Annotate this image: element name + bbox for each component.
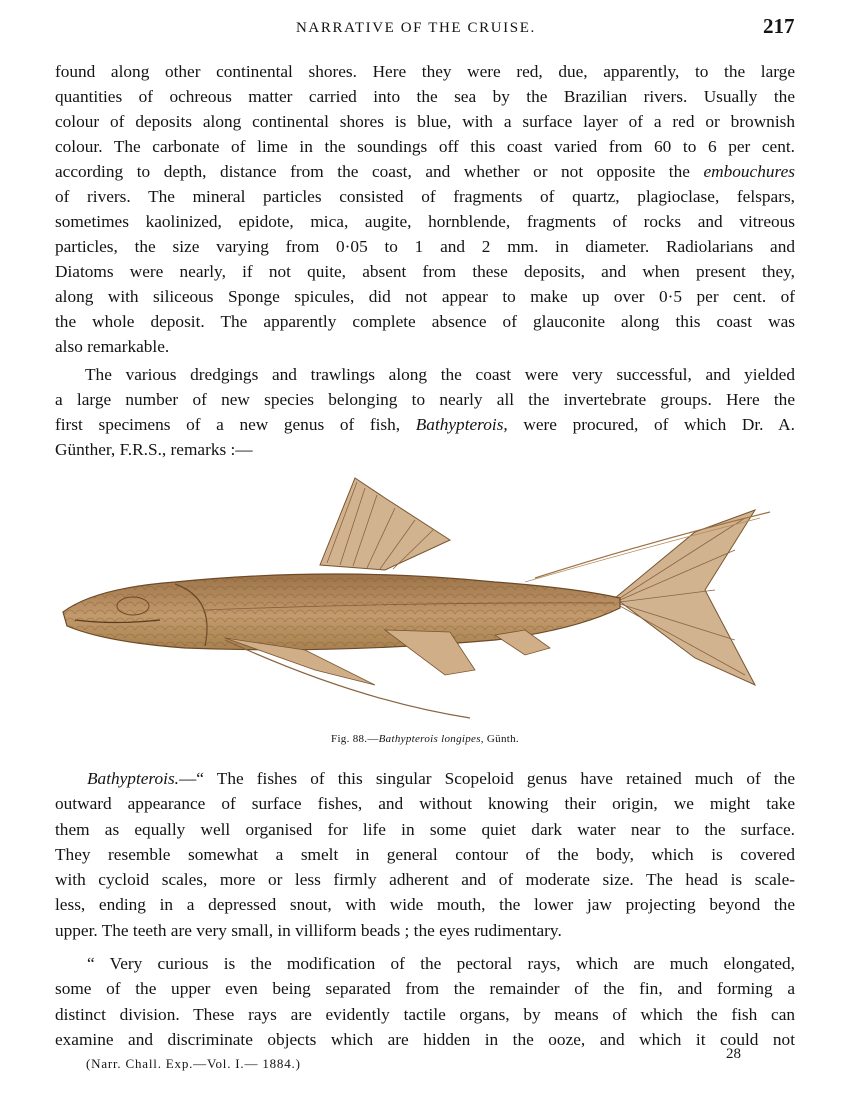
caption-prefix: Fig. 88.— <box>331 733 379 745</box>
text-line <box>55 766 795 791</box>
text-line: quantities of ochreous matter carried into the sea by the Brazilian rivers. Usually the <box>55 87 795 106</box>
caption-species: Bathypterois longipes, <box>378 733 484 745</box>
running-head <box>0 14 850 44</box>
text-line: colour. The carbonate of lime in the soundings off this coast varied from 60 to 6 per cent. <box>55 137 795 156</box>
text-line: them as equally well organised for life in some quiet dark water near to the surface. <box>55 819 795 839</box>
quote-paragraph-genus <box>55 766 795 943</box>
page-number: 217 <box>763 14 795 38</box>
text-line: the whole deposit. The apparently complete absence of glauconite along this coast was <box>55 312 795 331</box>
text-line: some of the upper even being separated from the remainder of the fin, and forming a <box>55 979 795 999</box>
text-line: a large number of new species belonging to nearly all the invertebrate groups. Here the <box>55 390 795 409</box>
figure-caption <box>0 733 850 745</box>
text-line: Günther, F.R.S., remarks :— <box>55 440 253 459</box>
text-fragment: —“ The fishes of this singular Scopeloid genus have retained much of the <box>179 769 795 788</box>
text-line <box>55 159 795 184</box>
text-line: found along other continental shores. Here they were red, due, apparently, to the large <box>55 62 795 81</box>
dorsal-fin <box>320 478 450 570</box>
text-line: of rivers. The mineral particles consisted of fragments of quartz, plagioclase, felspars, <box>55 187 795 206</box>
text-line: also remarkable. <box>55 337 170 356</box>
paragraph-dredgings <box>55 362 795 462</box>
text-line: They resemble somewhat a smelt in general contour of the body, which is covered <box>55 844 795 864</box>
text-line: Diatoms were nearly, if not quite, absent from these deposits, and when present they, <box>55 262 795 281</box>
text-line: “ Very curious is the modification of the pectoral rays, which are much elongated, <box>87 954 795 973</box>
paragraph-deposits <box>55 59 795 359</box>
genus-name: Bathypterois, <box>415 415 508 434</box>
text-line: distinct division. These rays are evidently tactile organs, by means of which the fish can <box>55 1004 795 1024</box>
text-line: with cycloid scales, more or less firmly adherent and of moderate size. The head is scale- <box>55 870 795 890</box>
running-title: NARRATIVE OF THE CRUISE. <box>296 20 536 36</box>
text-line: along with siliceous Sponge spicules, did not appear to make up over 0·5 per cent. of <box>55 287 795 306</box>
genus-heading: Bathypterois. <box>87 769 179 788</box>
text-line: examine and discriminate objects which are hidden in the ooze, and which it could not <box>55 1029 795 1049</box>
text-line: outward appearance of surface fishes, and without knowing their origin, we might take <box>55 794 795 814</box>
text-line <box>55 412 795 437</box>
text-fragment: according to depth, distance from the coast, and whether or not opposite the <box>55 162 690 181</box>
fish-illustration <box>55 470 800 725</box>
text-line: The various dredgings and trawlings along the coast were very successful, and yielded <box>85 365 795 384</box>
italic-term: embouchures <box>703 162 795 181</box>
text-line: colour of deposits along continental shores is blue, with a surface layer of a red or brownish <box>55 112 795 131</box>
signature-mark: 28 <box>726 1046 741 1062</box>
footer-note: (Narr. Chall. Exp.—Vol. I.— 1884.) <box>86 1056 301 1071</box>
text-line: less, ending in a depressed snout, with wide mouth, the lower jaw projecting beyond the <box>55 895 795 915</box>
text-fragment: first specimens of a new genus of fish, <box>55 415 401 434</box>
text-line: upper. The teeth are very small, in villiform beads ; the eyes rudimentary. <box>55 920 562 940</box>
caption-author: Günth. <box>486 733 519 745</box>
text-line: sometimes kaolinized, epidote, mica, augite, hornblende, fragments of rocks and vitreous <box>55 212 795 231</box>
text-line: particles, the size varying from 0·05 to 1 and 2 mm. in diameter. Radiolarians and <box>55 237 795 256</box>
quote-paragraph-pectoral <box>55 951 795 1052</box>
text-fragment: were procured, of which Dr. A. <box>523 415 795 434</box>
